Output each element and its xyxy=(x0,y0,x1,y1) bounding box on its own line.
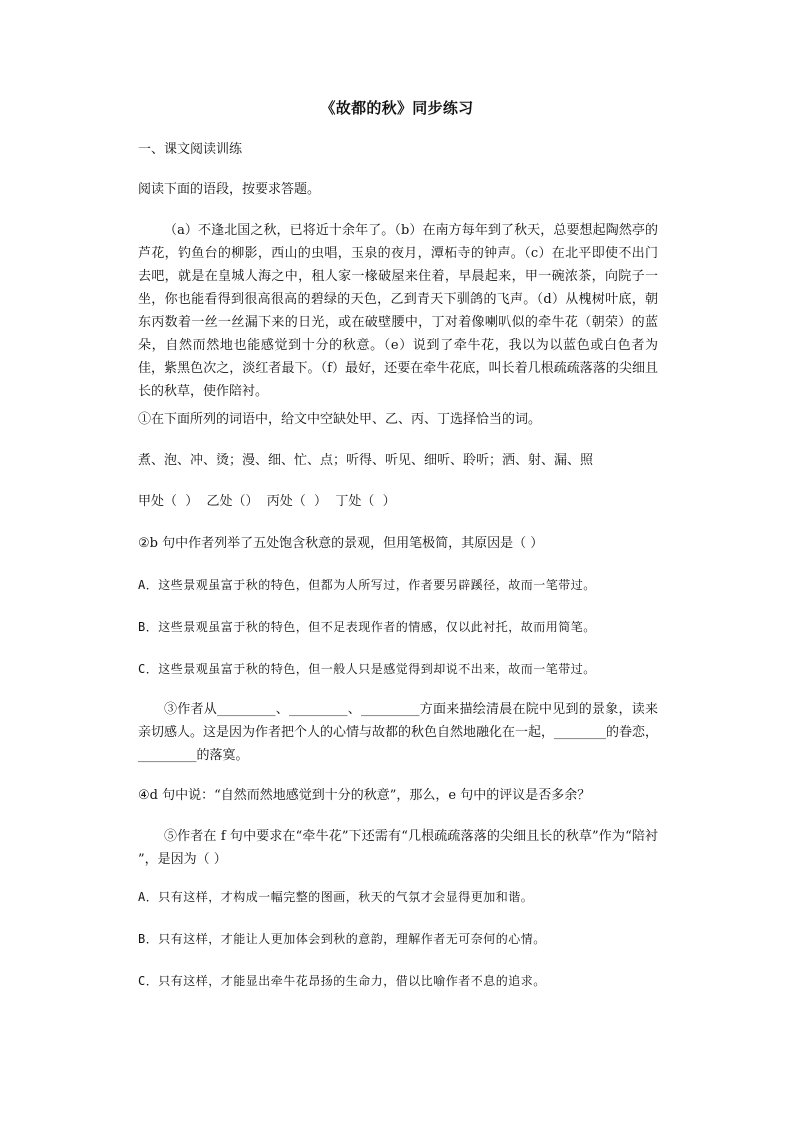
instruction-text: 阅读下面的语段，按要求答题。 xyxy=(138,182,321,197)
question-5-option-a: A．只有这样，才构成一幅完整的图画，秋天的气氛才会显得更加和谐。 xyxy=(138,890,534,904)
page-title: 《故都的秋》同步练习 xyxy=(320,99,474,117)
question-2-option-b: B．这些景观虽富于秋的特色，但不足表现作者的情感，仅以此衬托，故而用简笔。 xyxy=(138,620,596,634)
question-1-word-list: 煮、泡、冲、烫；漫、细、忙、点；听得、听见、细听、聆听；洒、射、漏、照 xyxy=(138,453,594,468)
question-1-prompt: ①在下面所列的词语中，给文中空缺处甲、乙、丙、丁选择恰当的词。 xyxy=(138,412,542,427)
reading-passage: （a）不逢北国之秋，已将近十余年了。（b）在南方每年到了秋天，总要想起陶然亭的芦花，钓鱼台的柳影，西山的虫唱，玉泉的夜月，潭柘寺的钟声。（c）在北平即使不出门去吧，就是在皇城人海之中，租人家一椽破屋来住着，早晨起来，甲一碗浓茶，向院子一坐，你也能看得到很高很高的碧绿的天色，乙到青天下驯鸽的飞声。（d）从槐树叶底，朝东丙数着一丝一丝漏下来的日光，或在破壁腰中，丁对着像喇叭似的牵牛花（朝荣）的蓝朵，自然而然地也能感觉到十分的秋意。（e）说到了牵牛花，我以为以蓝色或白色者为佳，紫黑色次之，淡红者最下。（f）最好，还要在牵牛花底，叫长着几根疏疏落落的尖细且长的秋草，使作陪衬。 xyxy=(138,223,658,399)
question-2-option-a: A．这些景观虽富于秋的特色，但都为人所写过，作者要另辟蹊径，故而一笔带过。 xyxy=(138,578,596,592)
section-heading: 一、课文阅读训练 xyxy=(138,142,243,157)
question-2-option-c: C．这些景观虽富于秋的特色，但一般人只是感觉得到却说不出来，故而一笔带过。 xyxy=(138,662,596,676)
question-3-prompt: ③作者从_________、_________、_________方面来描绘清晨在院中见到的景象，读来亲切感人。这是因为作者把个人的心情与故都的秋色自然地融化在一起，________的眷恋，_________的落寞。 xyxy=(138,702,659,763)
question-5-option-b: B．只有这样，才能让人更加体会到秋的意韵，理解作者无可奈何的心情。 xyxy=(138,932,546,946)
question-4-prompt: ④d 句中说：“自然而然地感觉到十分的秋意”，那么，e 句中的评议是否多余？ xyxy=(138,788,591,803)
question-5-prompt: ⑤作者在 f 句中要求在“牵牛花”下还需有“几根疏疏落落的尖细且长的秋草”作为“陪衬 ”，是因为（ ） xyxy=(138,829,658,867)
question-1-blanks: 甲处（ ） 乙处（） 丙处（ ） 丁处（ ） xyxy=(138,494,396,509)
question-5-option-c: C．只有这样，才能显出牵牛花昂扬的生命力，借以比喻作者不息的追求。 xyxy=(138,974,546,988)
question-2-prompt: ②b 句中作者列举了五处饱含秋意的景观，但用笔极简，其原因是（ ） xyxy=(138,536,544,551)
